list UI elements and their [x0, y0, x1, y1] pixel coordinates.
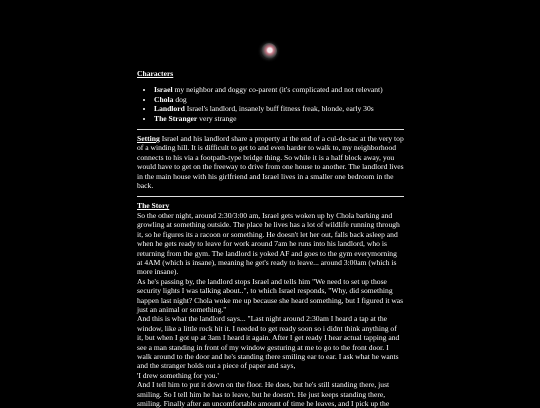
orb-image — [261, 43, 277, 59]
story-heading: The Story — [137, 201, 170, 211]
character-item-chola — [154, 95, 404, 104]
character-name: Landlord — [154, 104, 185, 114]
character-desc: my neighbor and doggy co-parent (it's complicated and not relevant) — [174, 85, 383, 95]
character-item-israel — [154, 85, 404, 94]
divider — [137, 129, 404, 130]
story-paragraph: So the other night, around 2:30/3:00 am, Israel gets woken up by Chola barking and growling at something outside. The place he lives has a lot of wildlife running through it, so he figures its a racoon or something. He doesn't let her out, falls back asleep and when he gets ready to leave for work around 7am he runs into his landlord, who is returning from the gym. The landlord is yoked AF and goes to the gym everymorning at 4AM (which is insane), meaning he get's ready to leave... around 3:00am (which is more insane). — [137, 210, 400, 277]
characters-list — [137, 85, 404, 123]
character-desc: very strange — [199, 113, 237, 123]
story-paragraph: 'I drew something for you.' — [137, 370, 219, 380]
story-paragraph: And I tell him to put it down on the floor. He does, but he's still standing there, just smiling. So I tell him he has to leave, but he doesn't. He just keeps standing there, smiling. Finally after an uncomfortable amount of time he leaves, and I pick up the — [137, 380, 390, 408]
story-paragraph: And this is what the landlord says... "Last night around 2:30am I heard a tap at the window, like a little rock hit it. I needed to get ready soon so i didnt think anything of it, but when I got up at 3am I heard it again. After I get ready I hear actual tapping and see a man standing in front of my window gesturing at me to go to the front door. I walk around to the door and he's standing there smiling ear to ear. I ask what he wants and the stranger holds out a piece of paper and says, — [137, 314, 400, 371]
character-name: Chola — [154, 94, 174, 104]
character-item-landlord — [154, 104, 404, 113]
character-item-stranger — [154, 114, 404, 123]
setting-text: Israel and his landlord share a property at the end of a cul-de-sac at the very top of a winding hill. It is difficult to get to and even harder to walk to, my neighborhood connects to his via a footpath-type bridge thing. So while it is a half block away, you would have to get on the freeway to drive from one house to another. The landlord lives in the main house with his girlfriend and Israel lives in a smaller one bedroom in the back. — [137, 134, 404, 191]
post-content — [137, 69, 404, 408]
divider — [137, 196, 404, 197]
story-body — [137, 211, 404, 408]
character-desc: Israel's landlord, insanely buff fitness freak, blonde, early 30s — [186, 104, 374, 114]
setting-paragraph — [137, 134, 404, 190]
character-name: The Stranger — [154, 113, 198, 123]
character-name: Israel — [154, 85, 173, 95]
character-desc: dog — [175, 94, 187, 104]
story-paragraph: As he's passing by, the landlord stops Israel and tells him "We need to set up those security lights I was talking about..", to which Israel responds, "Why, did something happen last night? Chola woke me up because she heard something, but I figured it was just an animal or something." — [137, 276, 404, 314]
setting-heading: Setting — [137, 134, 160, 144]
characters-heading: Characters — [137, 69, 174, 78]
